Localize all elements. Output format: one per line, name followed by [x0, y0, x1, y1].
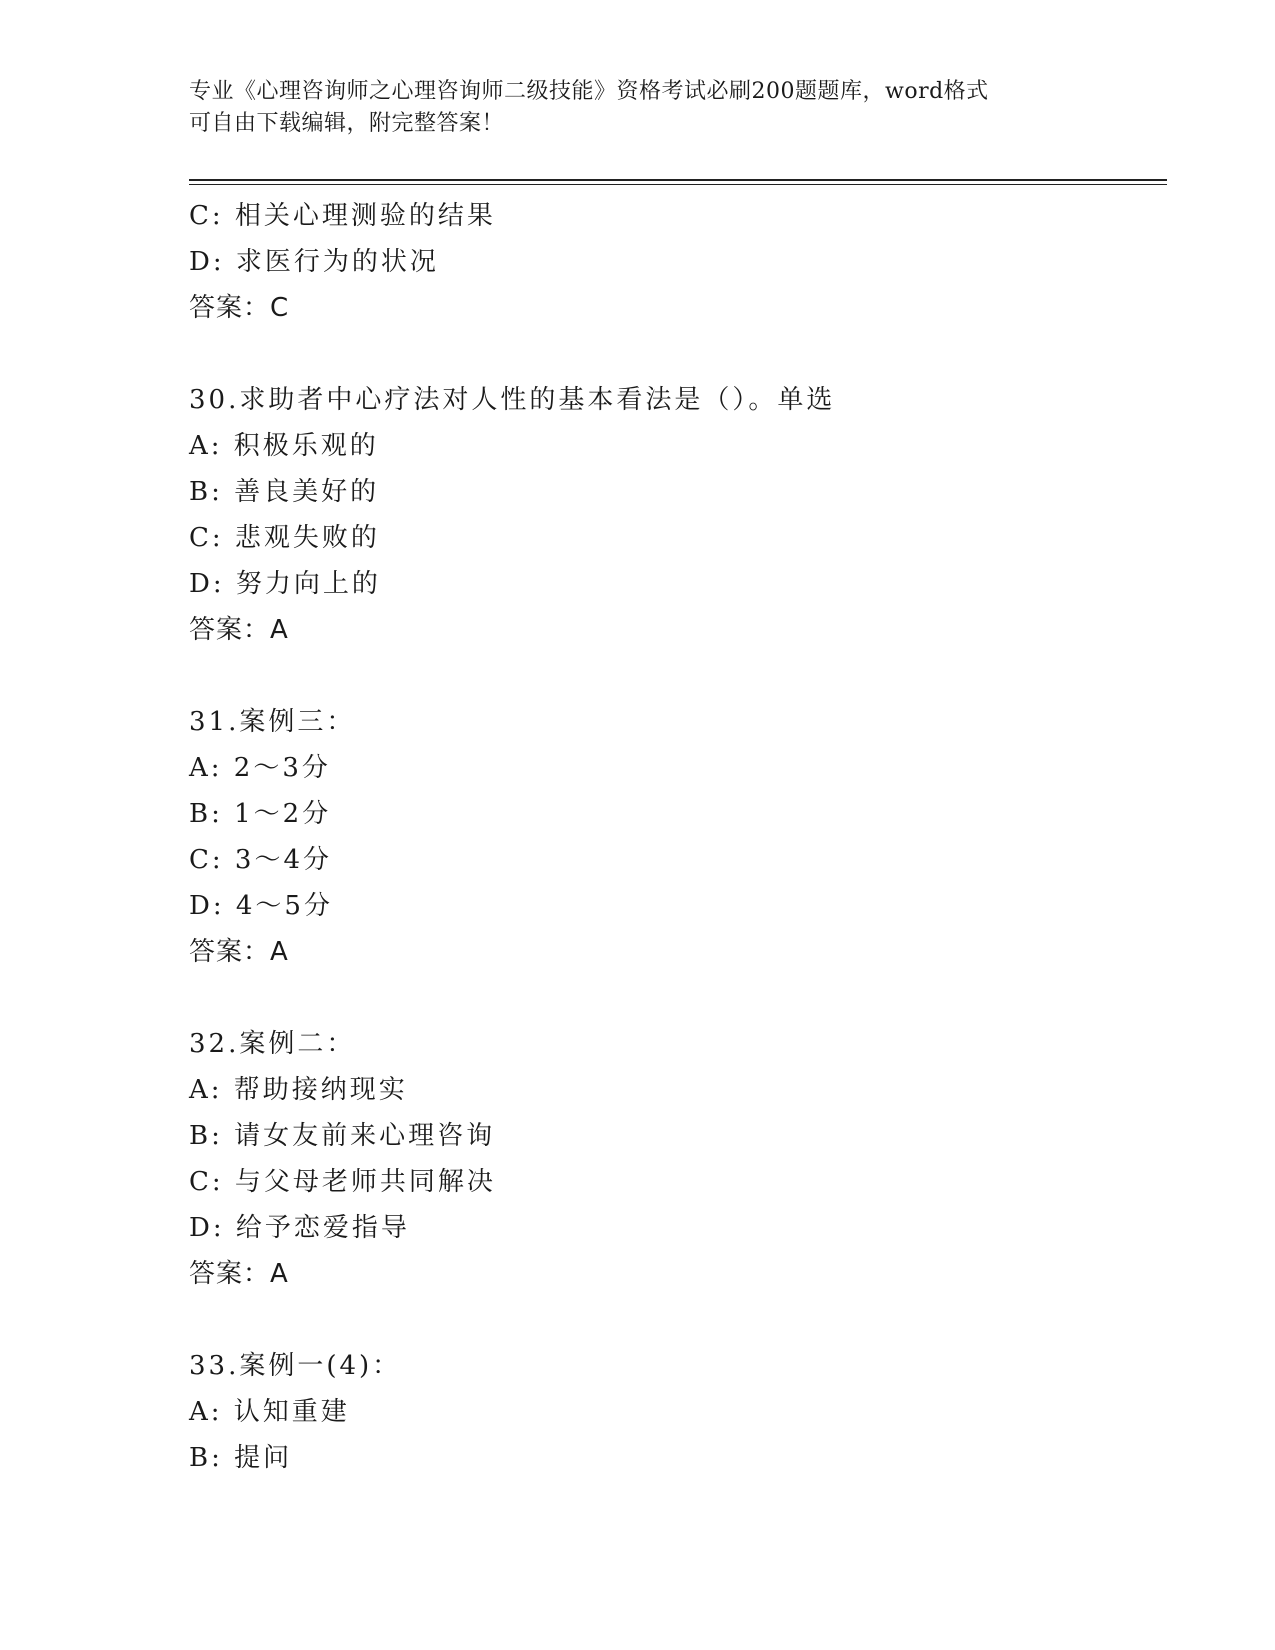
- spacer: [189, 331, 1169, 377]
- question-stem: 33.案例一(4)：: [189, 1351, 402, 1381]
- question-33: [189, 1343, 1169, 1481]
- header-divider-thick: [189, 179, 1167, 181]
- question-29-continued: [189, 193, 1169, 331]
- question-list: [189, 193, 1169, 1481]
- question-stem: 32.案例二：: [189, 1029, 356, 1059]
- option-b: B: 请女友前来心理咨询: [189, 1121, 496, 1151]
- option-a: A: 认知重建: [189, 1397, 350, 1427]
- option-c: C: 悲观失败的: [189, 523, 380, 553]
- question-stem: 31.案例三：: [189, 707, 356, 737]
- option-d: D: 给予恋爱指导: [189, 1213, 410, 1243]
- option-d: D: 4～5分: [189, 891, 333, 921]
- spacer: [189, 1297, 1169, 1343]
- header-line-1: 专业《心理咨询师之心理咨询师二级技能》资格考试必刷200题题库，word格式: [189, 79, 989, 104]
- answer-line: 答案：A: [189, 937, 289, 967]
- option-b: B: 1～2分: [189, 799, 332, 829]
- answer-line: 答案：A: [189, 615, 289, 645]
- question-30: [189, 377, 1169, 653]
- option-c: C: 与父母老师共同解决: [189, 1167, 496, 1197]
- page-header: [189, 76, 1089, 140]
- option-a: A: 积极乐观的: [189, 431, 379, 461]
- option-c: C: 3～4分: [189, 845, 333, 875]
- option-d: D: 努力向上的: [189, 569, 381, 599]
- spacer: [189, 975, 1169, 1021]
- header-line-2: 可自由下载编辑，附完整答案！: [189, 111, 505, 136]
- answer-line: 答案：C: [189, 293, 290, 323]
- option-b: B: 提问: [189, 1443, 293, 1473]
- option-a: A: 帮助接纳现实: [189, 1075, 408, 1105]
- option-c: C: 相关心理测验的结果: [189, 201, 496, 231]
- answer-line: 答案：A: [189, 1259, 289, 1289]
- option-a: A: 2～3分: [189, 753, 331, 783]
- spacer: [189, 653, 1169, 699]
- option-b: B: 善良美好的: [189, 477, 380, 507]
- header-divider-thin: [189, 184, 1167, 185]
- question-stem: 30.求助者中心疗法对人性的基本看法是（）。单选: [189, 385, 836, 415]
- option-d: D: 求医行为的状况: [189, 247, 439, 277]
- question-31: [189, 699, 1169, 975]
- question-32: [189, 1021, 1169, 1297]
